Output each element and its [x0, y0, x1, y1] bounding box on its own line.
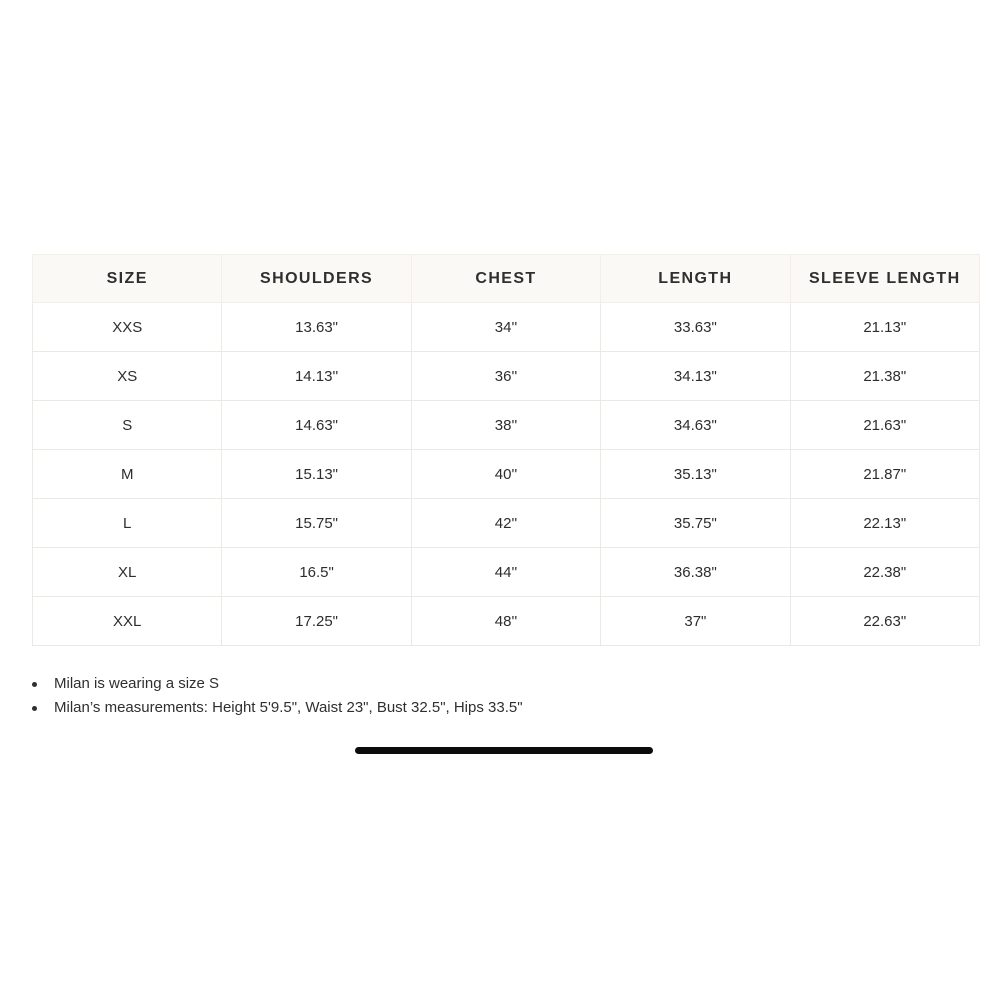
column-header-chest: CHEST [411, 255, 600, 303]
shoulders-cell: 15.13" [222, 450, 411, 499]
size-cell: S [33, 401, 222, 450]
size-cell: XXL [33, 597, 222, 646]
list-item [28, 696, 523, 720]
size-cell: M [33, 450, 222, 499]
chest-cell: 40'' [411, 450, 600, 499]
length-cell: 33.63" [601, 303, 790, 352]
home-indicator-bar[interactable] [355, 747, 653, 754]
shoulders-cell: 13.63" [222, 303, 411, 352]
length-cell: 36.38" [601, 548, 790, 597]
size-cell: XS [33, 352, 222, 401]
bullet-icon [32, 706, 37, 711]
table-row [33, 401, 980, 450]
shoulders-cell: 14.13'' [222, 352, 411, 401]
column-header-length: LENGTH [601, 255, 790, 303]
table-row [33, 450, 980, 499]
table-row [33, 303, 980, 352]
length-cell: 34.13" [601, 352, 790, 401]
sleeve-length-cell: 22.38" [790, 548, 979, 597]
length-cell: 37" [601, 597, 790, 646]
chest-cell: 36'' [411, 352, 600, 401]
sleeve-length-cell: 22.13" [790, 499, 979, 548]
length-cell: 34.63" [601, 401, 790, 450]
size-cell: L [33, 499, 222, 548]
bullet-icon [32, 682, 37, 687]
shoulders-cell: 16.5" [222, 548, 411, 597]
shoulders-cell: 17.25" [222, 597, 411, 646]
table-row [33, 548, 980, 597]
sleeve-length-cell: 21.87" [790, 450, 979, 499]
length-cell: 35.75" [601, 499, 790, 548]
column-header-size: SIZE [33, 255, 222, 303]
chest-cell: 42'' [411, 499, 600, 548]
table-row [33, 352, 980, 401]
chest-cell: 38'' [411, 401, 600, 450]
chest-cell: 34'' [411, 303, 600, 352]
list-item [28, 672, 523, 696]
size-cell: XL [33, 548, 222, 597]
table-row [33, 499, 980, 548]
sleeve-length-cell: 22.63" [790, 597, 979, 646]
model-notes-list [28, 672, 523, 720]
chest-cell: 48'' [411, 597, 600, 646]
chest-cell: 44'' [411, 548, 600, 597]
note-text: Milan’s measurements: Height 5'9.5", Waist 23", Bust 32.5", Hips 33.5" [54, 699, 523, 716]
size-chart-table [32, 254, 980, 646]
shoulders-cell: 15.75" [222, 499, 411, 548]
length-cell: 35.13" [601, 450, 790, 499]
column-header-sleeve-length: SLEEVE LENGTH [790, 255, 979, 303]
size-cell: XXS [33, 303, 222, 352]
table-header-row [33, 255, 980, 303]
column-header-shoulders: SHOULDERS [222, 255, 411, 303]
sleeve-length-cell: 21.63" [790, 401, 979, 450]
sleeve-length-cell: 21.13" [790, 303, 979, 352]
sleeve-length-cell: 21.38" [790, 352, 979, 401]
shoulders-cell: 14.63" [222, 401, 411, 450]
table-row [33, 597, 980, 646]
note-text: Milan is wearing a size S [54, 675, 220, 692]
